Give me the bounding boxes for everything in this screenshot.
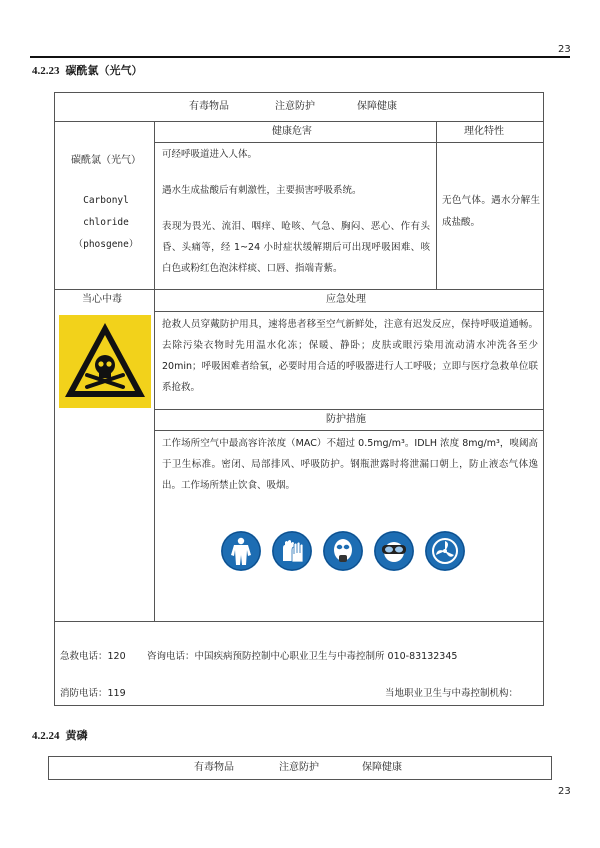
substance-name-en [62, 190, 150, 256]
ventilation-fan-icon [425, 531, 465, 571]
health-hazard-header: 健康危害 [272, 126, 312, 137]
header-tag-toxic: 有毒物品 [189, 101, 229, 112]
gas-mask-icon [323, 531, 363, 571]
poison-warning-sign [59, 315, 151, 408]
safety-goggles-icon [374, 531, 414, 571]
column-divider [436, 121, 437, 289]
local-agency: 当地职业卫生与中毒控制机构： [385, 688, 519, 699]
protection-text: 工作场所空气中最高容许浓度（MAC）不超过 0.5mg/m³。IDLH 浓度 8mg/m³，嗅阈高于卫生标准。密闭、局部排风、呼吸防护。钢瓶泄露时将泄漏口朝上，防止液态气体逸出。工作场所禁止饮食、吸烟。 [162, 438, 538, 491]
substance-name-en-1: Carbonyl [83, 195, 129, 206]
substance-name-cn: 碳酰氯（光气） [71, 155, 141, 166]
top-rule [30, 56, 570, 58]
divider [54, 621, 544, 622]
divider [154, 430, 544, 431]
divider [154, 409, 544, 410]
emergency-header: 应急处理 [326, 294, 366, 305]
page-number-bottom: 23 [558, 786, 571, 797]
section-title: 碳酰氯（光气） [65, 64, 143, 77]
emergency-phone: 急救电话：120 [60, 651, 126, 662]
consult-phone: 咨询电话：中国疾病预防控制中心职业卫生与中毒控制所 010-83132345 [147, 651, 458, 662]
protective-suit-icon [221, 531, 261, 571]
column-divider [154, 121, 155, 621]
divider [54, 121, 544, 122]
health-paragraph-3: 表现为畏光、流泪、咽痒、呛咳、气急、胸闷、恶心、作有头昏、头痛等，经 1~24 小时症状缓解期后可出现呼吸困难、咳白色或粉红色泡沫样痰、口唇、指端青紫。 [162, 221, 430, 274]
header-tag-toxic-2: 有毒物品 [194, 762, 234, 773]
physical-properties-text: 无色气体。遇水分解生成盐酸。 [442, 195, 540, 228]
substance-name-en-2: chloride [83, 217, 129, 228]
header-tag-protection-2: 注意防护 [279, 762, 319, 773]
divider [154, 142, 544, 143]
protection-header: 防护措施 [326, 414, 366, 425]
section-heading-2 [32, 727, 88, 743]
section-heading [32, 62, 143, 78]
page-number-top: 23 [558, 44, 571, 55]
divider [54, 289, 544, 290]
protective-gloves-icon [272, 531, 312, 571]
fire-phone: 消防电话：119 [60, 688, 126, 699]
substance-name-en-3: （phosgene） [73, 239, 139, 250]
section-title-2: 黄磷 [65, 729, 88, 742]
health-paragraph-1: 可经呼吸道进入人体。 [162, 149, 258, 160]
header-tag-health: 保障健康 [357, 101, 397, 112]
properties-header: 理化特性 [464, 126, 504, 137]
header-tag-protection: 注意防护 [275, 101, 315, 112]
health-paragraph-2: 遇水生成盐酸后有刺激性，主要损害呼吸系统。 [162, 185, 362, 196]
warning-label: 当心中毒 [82, 294, 122, 305]
divider [154, 311, 544, 312]
header-tag-health-2: 保障健康 [362, 762, 402, 773]
emergency-text: 抢救人员穿戴防护用具，速将患者移至空气新鲜处，注意有迟发反应，保持呼吸道通畅。去除污染衣物时先用温水化冻；保暖、静卧；皮肤或眼污染用流动清水冲洗各至少 20min；呼吸困难者给氧，必要时用合适的呼吸器进行人工呼吸；立即与医疗急救单位联系抢救。 [162, 319, 538, 393]
section-number-2: 4.2.24 [32, 730, 60, 742]
section-number: 4.2.23 [32, 65, 60, 77]
